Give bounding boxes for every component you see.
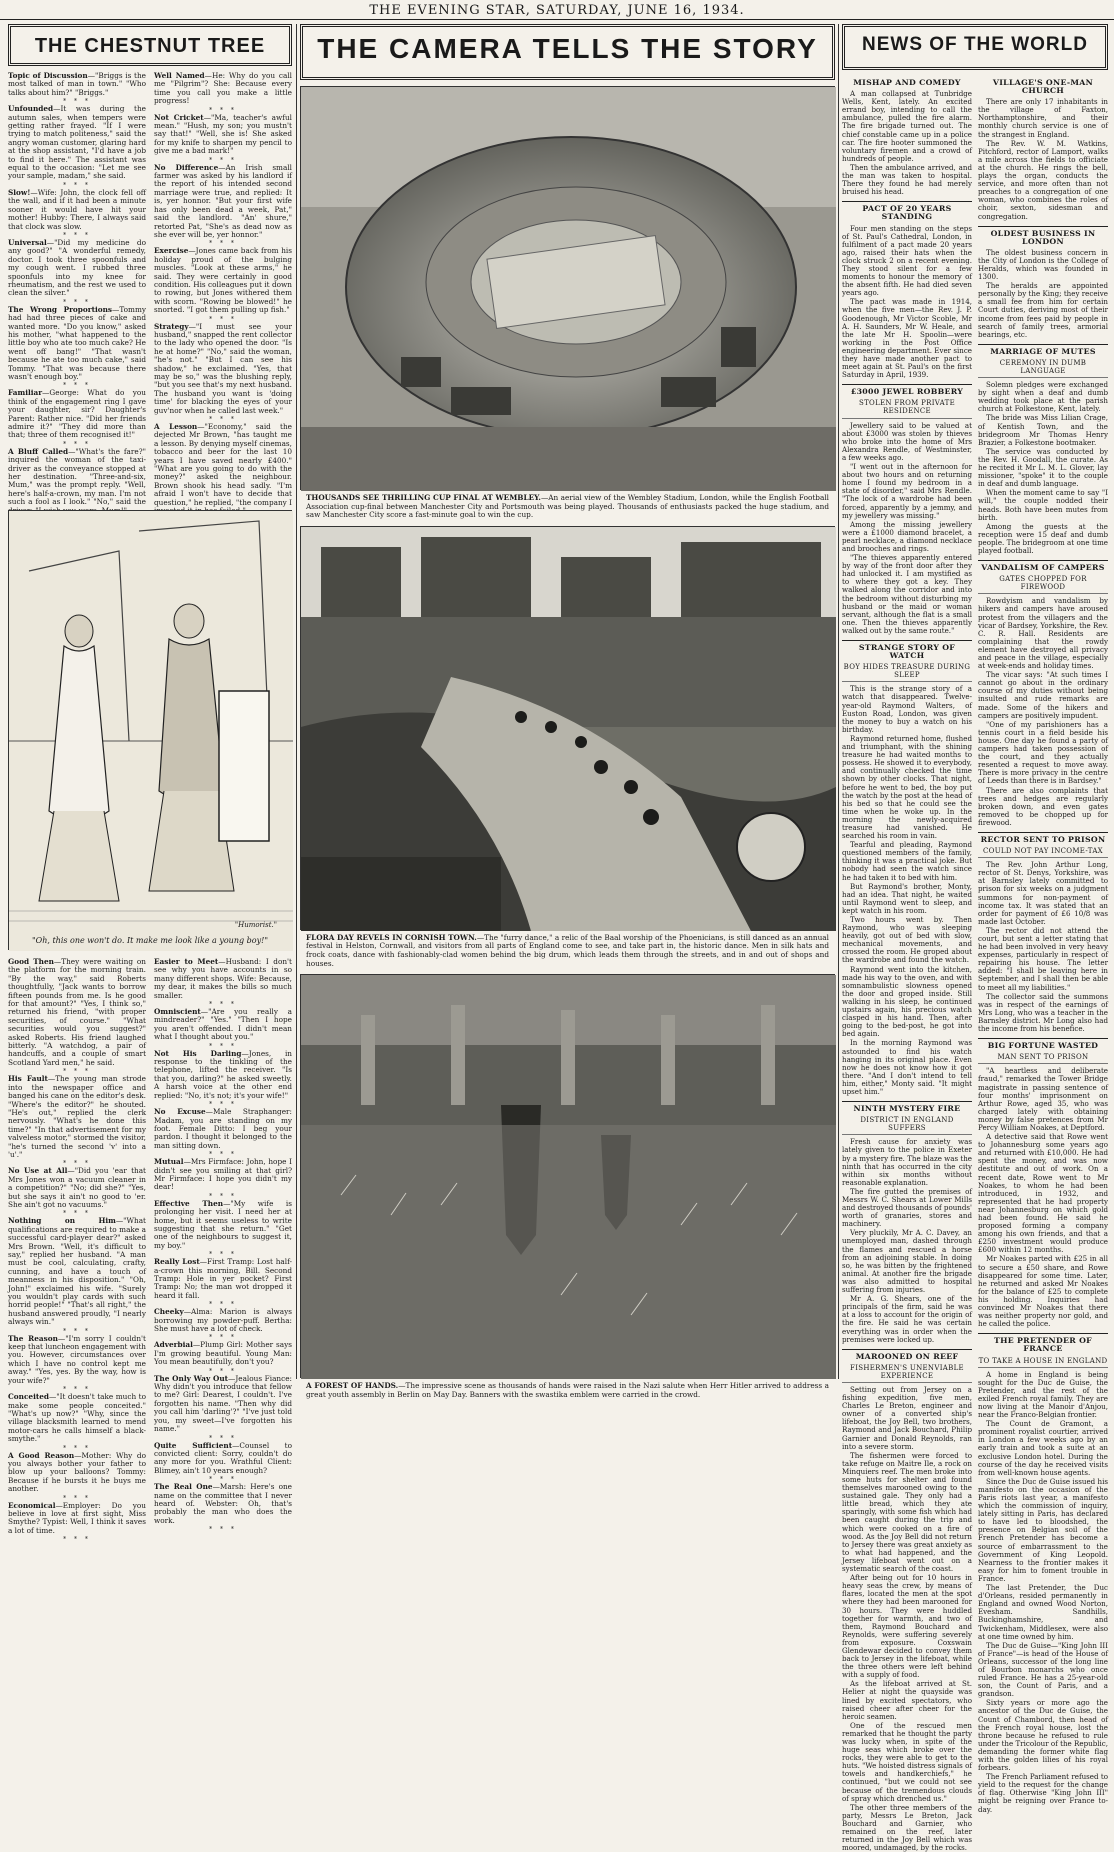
separator-stars: * * * <box>209 1101 237 1109</box>
joke-text: —Alma: Marion is always borrowing my powder-puff. Bertha: She must have a lot of check. <box>154 1307 292 1334</box>
joke-heading: Conceited <box>8 1392 49 1402</box>
joke-text: —"My wife is prolonging her visit. I need her at home, but it seems useless to write suggesting that she return." "Get one of the neighbours to suggest it, my boy." <box>154 1198 292 1250</box>
news-left <box>842 74 972 1852</box>
article-headline: VANDALISM OF CAMPERS <box>978 560 1108 572</box>
article-paragraph: "The thieves apparently entered by way of the front door after they had unlocked it. I am mystified as to where they got a key. They walked along the corridor and into the bedroom without disturbing my husband or the maid or woman servant, although the flat is a small one. Then the thieves apparently walked out by the same route." <box>842 553 972 635</box>
article-paragraph: Since the Duc de Guise issued his manifesto on the occasion of the Paris riots last year, a manifesto which the commission of inquiry, lately sitting in Paris, has declared to have led to bloodshed, the presence on Belgian soil of the French Pretender has become a source of embarrassment to the Government of King Leopold. Nearness to the frontier makes it easy for him to foment trouble in France. <box>978 1476 1108 1583</box>
photo-caption: FLORA DAY REVELS IN CORNISH TOWN.—The "furry dance," a relic of the Baal worship of the Phoenicians, is still danced as an annual festival in Helston, Cornwall, and visitors from all parts of England come to see, and take part in, the historic dance. Men in silk hats and frock coats, dance with fashionably-clad women behind the big drum, which leads them through the streets, and in and out of shops and houses. <box>306 932 829 968</box>
photo-caption: THOUSANDS SEE THRILLING CUP FINAL AT WEMBLEY.—An aerial view of the Wembley Stadium, London, while the English Football Association cup-final between Manchester City and Portsmouth was being played. Thousands of enthusiasts packed the huge stadium, and saw Manchester City score a fast-minute goal to win the cup. <box>306 493 829 520</box>
separator-stars: * * * <box>209 156 237 164</box>
article-paragraph: The rector did not attend the court, but sent a letter stating that he had been involved in very heavy expenses, particularly in respect of repairing his house. The letter added: "I shall be leaving here in September, and I shall then be able to meet all my liabilities." <box>978 925 1108 992</box>
joke-heading: Not Cricket <box>154 112 204 122</box>
article-paragraph: "One of my parishioners has a tennis court in a field beside his house. One day he found a party of campers had taken possession of the court, and they actually resented a request to move away. There is more privacy in the centre of Leeds than there is in Bardsey." <box>978 719 1108 786</box>
article-paragraph: The French Parliament refused to yield to the request for the change of flag. Otherwise "King John III" might be reigning over France to-day. <box>978 1772 1108 1814</box>
column-rule <box>838 24 839 1379</box>
joke <box>8 1335 146 1385</box>
article-paragraph: The vicar says: "At such times I cannot go about in the ordinary course of my duties without being insulted and rude remarks are made. Some of the hikers and campers are positively impudent. <box>978 670 1108 720</box>
cartoon <box>8 510 292 950</box>
camera-column <box>300 24 835 1405</box>
masthead: THE EVENING STAR, SATURDAY, JUNE 16, 1934. <box>0 0 1114 20</box>
joke-heading: Nothing on Him <box>8 1216 116 1226</box>
joke-heading: Mutual <box>154 1157 184 1167</box>
article-headline: MISHAP AND COMEDY <box>853 78 961 87</box>
separator-stars: * * * <box>63 298 91 306</box>
separator-stars: * * * <box>63 1160 91 1168</box>
joke-heading: The Only Way Out <box>154 1373 229 1383</box>
separator-stars: * * * <box>209 1192 237 1200</box>
jokes-top-left <box>8 71 147 507</box>
joke <box>154 1158 292 1192</box>
joke-heading: The Real One <box>154 1482 213 1492</box>
article-paragraph: One of the rescued men remarked that he thought the party was lucky when, in spite of the huge seas which broke over the rocks, they were able to get to the huts. "We hoisted distress signals of towels and handkerchiefs," he continued, "but we could not see because of the tremendous clouds of spray which drenched us." <box>842 1720 972 1803</box>
joke-text: —"Economy," said the dejected Mr Brown, "has taught me a lesson. By denying myself cinemas, tobacco and beer for the last 10 years I have saved nearly £400." "What are you going to do with the money?" asked the neighbour. Brown shook his head sadly. "I'm afraid I won't have to decide that question," he replied, "the company I <box>154 422 292 507</box>
article-paragraph: The heralds are appointed personally by the King; they receive a small fee from him for certain Court duties, deriving most of their income from fees paid by people in search of family trees, armorial bearings, etc. <box>978 281 1108 339</box>
separator-stars: * * * <box>63 181 91 189</box>
article-paragraph: A detective said that Rowe went to Johannesburg some years ago and returned with £10,000. He had spent the money, and was now destitute and out of work. On a recent date, Rowe went to Mr Noakes, to whom he had been introduced, in 1932, and represented that he had property near Johannesburg on which gold had been found. He said he proposed forming a company among his own friends, and that a £250 investment would produce £600 within 12 months. <box>978 1132 1108 1255</box>
joke-text: —Jealous Fiance: Why didn't you introduce that fellow to me? Girl: Dearest, I couldn't. I've forgotten his name. "Then why did you call him 'darling'?" "I've just told you, my sweet—I've forgotten his name." <box>154 1373 292 1434</box>
joke-text: —They were waiting on the platform for the morning train. "By the way," said Roberts thoughtfully, "Jack wants to borrow fifteen pounds from me. Is he good for that amount?" "Yes, I think so," returned his friend, "with proper securities, of course." "What securities would you suggest?" asked Roberts. His friend laughed bitterly. "A watchdog, a pair of handcuffs, and a couple of smart Scotland Yard men," he said. <box>8 957 147 1067</box>
chestnut-tree-column <box>8 24 293 1544</box>
separator-stars: * * * <box>63 231 91 239</box>
joke-heading: The Reason <box>8 1333 58 1343</box>
article-paragraph: There are only 17 inhabitants in the village of Faxton, Northamptonshire, and their monthly church service is one of the strangest in England. <box>978 97 1108 139</box>
joke <box>8 72 146 97</box>
joke-heading: Omniscient <box>154 1007 201 1017</box>
article-subheadline: MAN SENT TO PRISON <box>978 1053 1108 1064</box>
joke-text: —Jones, in response to the tinkling of the telephone, lifted the receiver. "Is that you, darling?" he asked sweetly. A harsh voice at the other end replied: "No, it's not; it's your wife!" <box>154 1048 292 1100</box>
joke <box>154 1258 292 1300</box>
joke-heading: Strategy <box>154 321 189 331</box>
jokes-bottom-right <box>154 957 293 1534</box>
article-headline: THE PRETENDER OF FRANCE <box>978 1333 1108 1353</box>
article-headline: PACT OF 20 YEARS STANDING <box>842 201 972 221</box>
joke <box>154 164 292 240</box>
joke-text: —Mrs Firmface: John, hope I didn't see you smiling at that girl? Mr Firmface: I hope you didn't my dear! <box>154 1157 292 1192</box>
joke-heading: His Fault <box>8 1074 48 1084</box>
joke <box>154 1200 292 1250</box>
joke-text: —Plump Girl: Mother says I'm growing beautiful. Young Man: You mean beautifully, don't you? <box>154 1340 292 1367</box>
joke-text: —Husband: I don't see why you have accounts in so many different shops. Wife: Because, my dear, it makes the bills so much smaller. <box>154 957 292 1000</box>
joke-heading: A Lesson <box>154 422 198 432</box>
article-headline: VILLAGE'S ONE-MAN CHURCH <box>992 78 1094 96</box>
joke-heading: Familiar <box>8 388 43 398</box>
article-paragraph: The fishermen were forced to take refuge on Maitre Ile, a rock on Minquiers reef. The men broke into some huts for shelter and found themselves marooned owing to the sustained gale. They only had a little bread, which they ate sparingly, with some fish which had been caught during the trip and which were cooked on a fire of wood. As the Joy Bell did not return to Jersey there was great anxiety as to what had happened, and the Jersey lifeboat went out on a systematic search of the coast. <box>842 1450 972 1574</box>
chestnut-tree-banner: THE CHESTNUT TREE <box>8 24 292 66</box>
article-paragraph: This is the strange story of a watch that disappeared. Twelve-year-old Raymond Walters, of Euston Road, London, was given the money to buy a watch on his birthday. <box>842 684 972 734</box>
joke-heading: Easier to Meet <box>154 957 219 966</box>
photo-caption: A FOREST OF HANDS.—The impressive scene as thousands of hands were raised in the Nazi salute when Herr Hitler arrived to address a great youth assembly in Berlin on May Day. Banners with the swastika emblem were carried in the crowd. <box>306 1381 829 1399</box>
article-paragraph: As the lifeboat arrived at St. Helier at night the quayside was lined by excited spectators, who raised cheer after cheer for the heroic seamen. <box>842 1679 972 1721</box>
joke-text: —First Tramp: Lost half-a-crown this morning, Bill. Second Tramp: Hole in yer pocket? First Tramp: No; the man wot dropped it heard it fall. <box>154 1257 292 1300</box>
joke <box>8 306 146 382</box>
photo-flora-day <box>300 526 835 930</box>
joke-text: —"Briggs is the most talked of man in town." "Who talks about him?" "Briggs." <box>8 71 147 97</box>
joke <box>154 1442 292 1476</box>
separator-stars: * * * <box>209 106 237 114</box>
separator-stars: * * * <box>209 1251 237 1259</box>
article-paragraph: The collector said the summons was in respect of the earnings of Mrs Long, who was a teacher in the Barnsley district. Mr Long also had the income from his benefice. <box>978 991 1108 1034</box>
joke-text: —"It doesn't take much to make some people conceited." "What's up now?" "Why, since the village blacksmith learned to mend motor-cars he calls himself a black-smythe." <box>8 1392 146 1444</box>
joke <box>154 114 292 156</box>
article-paragraph: The Duc de Guise—"King John III of France"—is head of the House of Orleans, successor of the long line of Bourbon monarchs who once ruled France. He has a 25-year-old son, the Count of Paris, and a grandson. <box>978 1640 1108 1699</box>
separator-stars: * * * <box>209 416 237 424</box>
joke-heading: Not His Darling <box>154 1048 242 1058</box>
joke-heading: Really Lost <box>154 1257 200 1267</box>
joke-text: —Mother: Why do you always bother your father to blow up your balloons? Tommy: Because if he bursts it he buys me another. <box>8 1450 146 1494</box>
joke <box>154 423 292 515</box>
joke <box>154 323 292 415</box>
joke <box>154 1483 292 1525</box>
joke-text: —"What qualifications are required to make a successful card-player dear?" asked Mrs Brown. "Well, it's difficult to say," replied her husband. "A man must be cool, calculating, crafty, cunning, and have a touch of meanness in his disposition." "Oh, John!" exclaimed his wife. "Surely you wouldn't play cards with such horrid people!" "That's all right," the husband answered proudly, "I nearly always win." <box>8 1216 146 1327</box>
joke-text: —Male Straphanger: Madam, you are standing on my foot. Female Ditto: I beg your pardon. I thought it belonged to the man sitting down. <box>154 1107 292 1150</box>
joke-text: —Employer: Do you believe in love at first sight, Miss Smythe? Typist: Well, I think it saves a lot of time. <box>8 1500 146 1535</box>
joke-heading: Cheeky <box>154 1307 184 1317</box>
article-paragraph: Two hours went by. Then Raymond, who was sleeping heavily, got out of bed with slow, mechanical movements, and crossed the room. He groped about the wardrobe and found the watch. <box>842 915 972 965</box>
joke-text: —"I must see your husband," snapped the rent collector to the lady who opened the door. "Is he at home?" "No," said the woman, "he's not." "But I can see his shadow," he exclaimed. "Yes, that may be so," was the blushing reply, "but you see that's my next husband. The husband you want is 'doing time' for blacking the eyes of your guv'nor when he called last week." <box>154 321 292 415</box>
article-headline: OLDEST BUSINESS IN LONDON <box>978 226 1108 246</box>
article-headline: MARRIAGE OF MUTES <box>978 344 1108 356</box>
article-paragraph: There are also complaints that trees and hedges are regularly broken down, and even gates removed to be chopped up for firewood. <box>978 785 1108 827</box>
separator-stars: * * * <box>209 315 237 323</box>
article-paragraph: The Count de Gramont, a prominent royalist courtier, arrived in London a few weeks ago by an early train and took a suite at an exclusive London hotel. During the course of the day he received visits from well-known house agents. <box>978 1419 1108 1477</box>
joke-text: —George: What do you think of the engagement ring I gave your daughter, sir? Daughter's Parent: Rather nice. "Did her friends admire it?" "They did more than that; three of them recognised it!" <box>8 388 146 440</box>
article-paragraph: Mr Noakes parted with £25 in all to secure a £50 share, and Rowe disappeared for some time. Later, he returned and asked Mr Noakes for the balance of £25 to complete his holding. Inquiries had convinced Mr Noakes that there was neither property nor gold, and he called the police. <box>978 1254 1108 1329</box>
article-subheadline: TO TAKE A HOUSE IN ENGLAND <box>978 1357 1108 1368</box>
joke-heading: Slow! <box>8 187 31 197</box>
separator-stars: * * * <box>63 1068 91 1076</box>
joke-heading: The Wrong Proportions <box>8 304 113 314</box>
jokes-top <box>8 71 292 507</box>
article-subheadline: FISHERMEN'S UNENVIABLE EXPERIENCE <box>842 1364 972 1383</box>
joke-heading: Economical <box>8 1500 56 1510</box>
joke-heading: Unfounded <box>8 104 54 114</box>
joke <box>154 1050 292 1100</box>
article-paragraph: Very pluckily, Mr A. C. Davey, an unemployed man, dashed through the flames and rescued a horse from an adjoining stable. In doing so, he was bitten by the frightened animal. At another fire the brigade was also admitted to hospital suffering from injuries. <box>842 1228 972 1295</box>
article-paragraph: Fresh cause for anxiety was lately given to the police in Exeter by a mystery fire. The blaze was the ninth that has occurred in the city within six months without reasonable explanation. <box>842 1137 972 1187</box>
article-subheadline: COULD NOT PAY INCOME-TAX <box>978 847 1108 858</box>
separator-stars: * * * <box>63 1327 91 1335</box>
article-paragraph: The bride was Miss Lilian Crage, of Kentish Town, and the bridegroom Mr Thomas Henry Brazier, a Folkestone bootmaker. <box>978 413 1108 447</box>
article-paragraph: Raymond went into the kitchen, made his way to the oven, and with somnambulistic slowness opened the door and groped inside. Still walking in his sleep, he continued upstairs again, his precious watch clasped in his hand. Then, after going to the bed-post, he got into bed again. <box>842 964 972 1039</box>
joke-text: —"What's the fare?" inquired the woman of the taxi-driver as the conveyance stopped at her destination. "Three-and-six, Mum," was the prompt reply. "Well, here's half-a-crown, my man. I'm not such a fool as I look." "No," said the <box>8 446 146 507</box>
separator-stars: * * * <box>63 440 91 448</box>
article-paragraph: The service was conducted by the Rev. H. Goodall, the curate. As he recited it Mr L. M. L. Glover, lay missioner, "spoke" it to the couple in deaf and dumb language. <box>978 446 1108 489</box>
joke-text: —The young man strode into the newspaper office and banged his cane on the editor's desk. "Where's the editor?" he shouted. "He's out," replied the clerk nervously. "What's he done this time?" "In that advertisement for my valveless motor," stormed the visitor, "he's turned the second 'v' into a 'u'." <box>8 1074 146 1159</box>
news-right <box>978 74 1108 1814</box>
separator-stars: * * * <box>209 1334 237 1342</box>
article-paragraph: The Rev. John Arthur Long, rector of St. Denys, Yorkshire, was at Barnsley lately committed to prison for six weeks on a judgment summons for non-payment of income tax. It was stated that an order for payment of £6 10/8 was made last October. <box>978 860 1108 926</box>
separator-stars: * * * <box>209 1434 237 1442</box>
joke-heading: Well Named <box>154 71 205 80</box>
article-paragraph: Four men standing on the steps of St. Paul's Cathedral, London, in fulfilment of a pact made 20 years ago, raised their hats when the clock struck 2 on a recent evening. They stood silent for a few moments to honour the memory of the absent fifth. He had died seven years ago. <box>842 223 972 298</box>
separator-stars: * * * <box>63 382 91 390</box>
article-paragraph: But Raymond's brother, Monty, had an idea. That night, he waited until Raymond went to sleep, and kept watch in his room. <box>842 881 972 915</box>
joke <box>8 1217 146 1326</box>
column-rule <box>296 24 297 1379</box>
joke-text: —Counsel to convicted client: Sorry, couldn't do any more for you. Wrathful Client: Blimey, ain't 10 years enough? <box>154 1440 293 1475</box>
joke-heading: Topic of Discussion <box>8 71 88 80</box>
joke-heading: No Excuse <box>154 1107 206 1117</box>
joke <box>8 239 146 298</box>
joke <box>8 189 146 231</box>
article-paragraph: The Rev. W. M. Watkins, Pitchford, rector of Lamport, walks a mile across the fields to officiate at the church. He rings the bell, plays the organ, conducts the service, and more often than not preaches to a congregation of one woman, who combines the roles of choir, sexton, sidesman and congregation. <box>978 138 1108 221</box>
article-paragraph: Sixty years or more ago the ancestor of the Duc de Guise, the Count of Chambord, then head of the French royal house, lost the throne because he refused to rule under the Tricolour of the Republic, demanding the former white flag with the golden lilies of his royal forbears. <box>978 1698 1108 1773</box>
jokes-bottom-left <box>8 957 147 1544</box>
article-paragraph: After being out for 10 hours in heavy seas the crew, by means of flares, located the men at the spot where they had been marooned for 30 hours. They were huddled together for warmth, and two of them, Raymond Bouchard and Reynolds, were suffering severely from exposure. Coxswain Glendewar decided to convey them back to Jersey in the lifeboat, while the three others were left behind with a supply of food. <box>842 1573 972 1680</box>
article-paragraph: Raymond returned home, flushed and triumphant, with the shining treasure he had waited months to possess. He showed it to everybody, and continually checked the time shown by other clocks. That night, before he went to bed, the boy put the watch by the post at the head of his bed so that he could see the time when he woke up. In the morning the newly-acquired treasure had vanished. He searched his room in vain. <box>842 733 972 841</box>
article-paragraph: Tearful and pleading, Raymond questioned members of the family, thinking it was a practical joke. But nobody had seen the watch since he had taken it to bed with him. <box>842 840 972 882</box>
joke-text: —He: Why do you call me "Pilgrim"? She: Because every time you call you make a little progress! <box>154 71 292 106</box>
article-subheadline: GATES CHOPPED FOR FIREWOOD <box>978 575 1108 594</box>
article-subheadline: BOY HIDES TREASURE DURING SLEEP <box>842 663 972 682</box>
joke <box>8 448 146 515</box>
photo-wembley-stadium <box>300 86 835 490</box>
article-paragraph: The last Pretender, the Duc d'Orleans, resided permanently in England and owned Wood Norton, Evesham. Sandhills, Buckinghamshire, and Twickenham, Middlesex, were also at one time owned by him. <box>978 1583 1108 1641</box>
joke-text: —"Did you 'ear that Mrs Jones won a vacuum cleaner in a competition?" "No; did she?" "Yes, but she says it ain't no good to 'er. She ain't got no vacuums." <box>8 1166 146 1209</box>
separator-stars: * * * <box>63 1444 91 1452</box>
article-headline: £3000 JEWEL ROBBERY <box>842 384 972 396</box>
joke-text: —"Are you really a mindreader?" "Yes." "Then I hope you aren't offended. I didn't mean what I thought about you." <box>154 1007 292 1042</box>
article-paragraph: Among the guests at the reception were 15 deaf and dumb people. The bridegroom at one time played football. <box>978 521 1108 555</box>
news-column <box>842 24 1108 1852</box>
article-paragraph: Then the ambulance arrived, and the man was taken to hospital. There they found he had merely bruised his head. <box>842 162 972 197</box>
article-paragraph: Mr A. G. Shears, one of the principals of the firm, said he was at a loss to account for the origin of the fire. He said he was certain everything was in order when the premises were locked up. <box>842 1294 972 1344</box>
joke <box>8 958 146 1067</box>
article-paragraph: A home in England is being sought for the Duc de Guise, the Pretender, and the rest of the exiled French royal family. They are now living at the Manoir d'Anjou, near the Franco-Belgian frontier. <box>978 1369 1108 1420</box>
article-paragraph: Solemn pledges were exchanged by sight when a deaf and dumb wedding took place at the parish church at Folkestone, Kent, lately. <box>978 380 1108 414</box>
separator-stars: * * * <box>209 240 237 248</box>
jokes-top-right <box>154 71 292 507</box>
joke-heading: Quite Sufficient <box>154 1440 233 1450</box>
joke-text: —An Irish small farmer was asked by his landlord if the report of his intended second marriage were true, and replied: It is, yer honnor. "But your first wife has only been dead a week, Pat," said the landlord. "An' shure," retorted Pat, "She's as dead now as she ever will be, yer honnor." <box>154 162 292 239</box>
separator-stars: * * * <box>209 1526 237 1534</box>
article-headline: MAROONED ON REEF <box>842 1349 972 1361</box>
article-paragraph: The pact was made in 1914, when the five men—the Rev. J. P. Goodenough, Mr Victor Scoble, Mr A. H. Saunders, Mr W. Heale, and the late Mr H. Spoolin—were working in the Post Office engineering department. Ever since they have made another pact to meet again at St. Paul's on the first Saturday in April, 1939. <box>842 297 972 380</box>
article-headline: NINTH MYSTERY FIRE <box>842 1101 972 1113</box>
article-paragraph: "A heartless and deliberate fraud," remarked the Tower Bridge magistrate in passing sentence of four months' imprisonment on Arthur Rowe, aged 35, who was charged lately with obtaining money by false pretences from Mr Percy William Noakes, at Deptford. <box>978 1066 1108 1132</box>
joke <box>8 1393 146 1443</box>
article-paragraph: Among the missing jewellery were a £1000 diamond bracelet, a pearl necklace, a diamond necklace and brooches and rings. <box>842 519 972 553</box>
article-subheadline: STOLEN FROM PRIVATE RESIDENCE <box>842 399 972 418</box>
joke <box>154 1308 292 1333</box>
joke-text: —Wife: John, the clock fell off the wall, and if it had been a minute sooner it would have hit your mother! Hubby: There, I always said that clock was slow. <box>8 187 146 231</box>
cartoon-caption: "Oh, this one won't do. It make me look like a young boy!" <box>31 936 268 945</box>
separator-stars: * * * <box>63 1494 91 1502</box>
joke-heading: No Use at All <box>8 1166 68 1176</box>
joke <box>8 105 146 181</box>
photo-forest-of-hands <box>300 974 835 1378</box>
joke <box>154 72 292 106</box>
joke <box>154 1341 292 1366</box>
joke <box>8 389 146 439</box>
article-paragraph: "I went out in the afternoon for about two hours and on returning home I found my bedroom in a state of disorder," said Mrs Rendle. "The lock of a wardrobe had been forced, apparently by a jemmy, and my jewellery was missing." <box>842 462 972 520</box>
article-subheadline: DISTRICT IN ENGLAND SUFFERS <box>842 1116 972 1135</box>
news-body <box>842 74 1108 1852</box>
article-headline: STRANGE STORY OF WATCH <box>842 640 972 660</box>
joke-text: —"Did my medicine do any good?" "A wonderful remedy, doctor. I took three spoonfuls and my cough went. I rubbed three spoonfuls into my knee for rheumatism, and the rest we used to clean the silver." <box>8 237 146 298</box>
article-headline: BIG FORTUNE WASTED <box>978 1038 1108 1050</box>
joke-heading: Exercise <box>154 246 189 256</box>
article-paragraph: The fire gutted the premises of Messrs W. C. Shears at Lower Mills and destroyed thousands of pounds' worth of granaries, stores and machinery. <box>842 1186 972 1229</box>
joke <box>154 1375 292 1434</box>
joke <box>8 1502 146 1536</box>
joke-heading: Adverbial <box>154 1340 193 1350</box>
joke-text: —Marsh: Here's one name on the committee that I never heard of. Webster: Oh, that's probably the man who does the work. <box>154 1482 292 1525</box>
joke <box>8 1452 146 1494</box>
separator-stars: * * * <box>209 1042 237 1050</box>
joke <box>154 1008 292 1042</box>
joke-text: —Tommy had had three pieces of cake and wanted more. "Do you know," asked his mother, "what happened to the little boy who ate too much cake? He went off bang!" "That wasn't because he ate too much cake," said Tommy. "That was because there wasn't enough boy." <box>8 304 146 381</box>
article-paragraph: The other three members of the party, Messrs Le Breton, Jack Bouchard and Garnier, who remained on the reef, later returned in the Joy Bell which was moored, undamaged, by the rocks. <box>842 1802 972 1852</box>
separator-stars: * * * <box>63 1386 91 1394</box>
separator-stars: * * * <box>63 98 91 106</box>
joke-heading: A Bluff Called <box>8 446 69 456</box>
article-subheadline: CEREMONY IN DUMB LANGUAGE <box>978 359 1108 378</box>
article-paragraph: A man collapsed at Tunbridge Wells, Kent, lately. An excited errand boy, intending to call the ambulance, pulled the fire alarm. The fire brigade turned out. The chief constable came up in a police car. The fire hooter summoned the voluntary firemen and a crowd of hundreds of people. <box>842 89 972 163</box>
separator-stars: * * * <box>209 1151 237 1159</box>
cartoon-credit: "Humorist." <box>234 921 277 929</box>
joke-heading: Universal <box>8 237 47 247</box>
separator-stars: * * * <box>63 1536 91 1544</box>
joke-text: —It was during the autumn sales, when tempers were getting rather frayed. "If I were trying to match politeness," said the angry woman customer, glaring hard at the shop assistant, "I'd have a job to find it here." The assistant was equal to the occasion: "Let me see your sample, madam," she said. <box>8 104 146 181</box>
joke-heading: Effective Then <box>154 1198 224 1208</box>
camera-banner: THE CAMERA TELLS THE STORY <box>300 24 835 80</box>
article-paragraph: In the morning Raymond was astounded to find his watch hanging in its original place. Even now he does not know how it got there. "And I don't intend to tell him, either," Monty said. "It might upset him." <box>842 1038 972 1096</box>
cartoon-drawing <box>9 511 293 951</box>
joke <box>8 1075 146 1159</box>
joke-text: —Jones came back from his holiday proud of the bulging muscles. "Look at these arms," he said. They were certainly in good condition. His colleagues put it down to rowing, but Jones withered them with scorn. "Rowing be blowed!" he snorted. "I got them pulling up fish." <box>154 246 292 315</box>
article-paragraph: When the moment came to say "I will," the couple nodded their heads. Both have been mutes from birth. <box>978 488 1108 522</box>
joke-text: —"Ma, teacher's awful mean." "Hush, my son; you mustn't say that!" "Well, she is! She asked for my knife to sharpen my pencil to give me a bad mark!" <box>154 112 292 156</box>
article-paragraph: The oldest business concern in the City of London is the College of Heralds, which was founded in 1300. <box>978 247 1108 282</box>
article-paragraph: Rowdyism and vandalism by hikers and campers have aroused protest from the villagers and the vicar of Bardsey, Yorkshire, the Rev. C. R. Hall. Residents are complaining that the rowdy element have destroyed all privacy and peace in the village, especially at week-ends and holiday times. <box>978 596 1108 671</box>
joke-heading: No Difference <box>154 162 219 172</box>
separator-stars: * * * <box>63 1210 91 1218</box>
article-paragraph: Setting out from Jersey on a fishing expedition, five men, Charles Le Breton, engineer and owner of a converted ship's lifeboat, the Joy Bell, two brothers, Raymond and Jack Bouchard, Philip Garnier and Donald Reynolds, ran into a severe storm. <box>842 1384 972 1451</box>
joke <box>154 247 292 314</box>
separator-stars: * * * <box>209 1001 237 1009</box>
separator-stars: * * * <box>209 1301 237 1309</box>
article-headline: RECTOR SENT TO PRISON <box>978 832 1108 844</box>
joke-heading: Good Then <box>8 957 54 966</box>
joke <box>154 1108 292 1150</box>
separator-stars: * * * <box>209 1367 237 1375</box>
separator-stars: * * * <box>209 1476 237 1484</box>
article-paragraph: Jewellery said to be valued at about £3000 was stolen by thieves who broke into the home of Mrs Alexandra Rendle, of Westminster, a few weeks ago. <box>842 420 972 462</box>
jokes-bottom <box>8 957 293 1544</box>
joke <box>154 958 292 1000</box>
joke-heading: A Good Reason <box>8 1450 75 1460</box>
joke-text: —"I'm sorry I couldn't keep that luncheon engagement with you. However, circumstances over which I have no control kept me away." "Yes, yes. By the way, how is your wife?" <box>8 1333 146 1385</box>
news-banner: NEWS OF THE WORLD <box>842 24 1108 70</box>
joke <box>8 1167 146 1209</box>
